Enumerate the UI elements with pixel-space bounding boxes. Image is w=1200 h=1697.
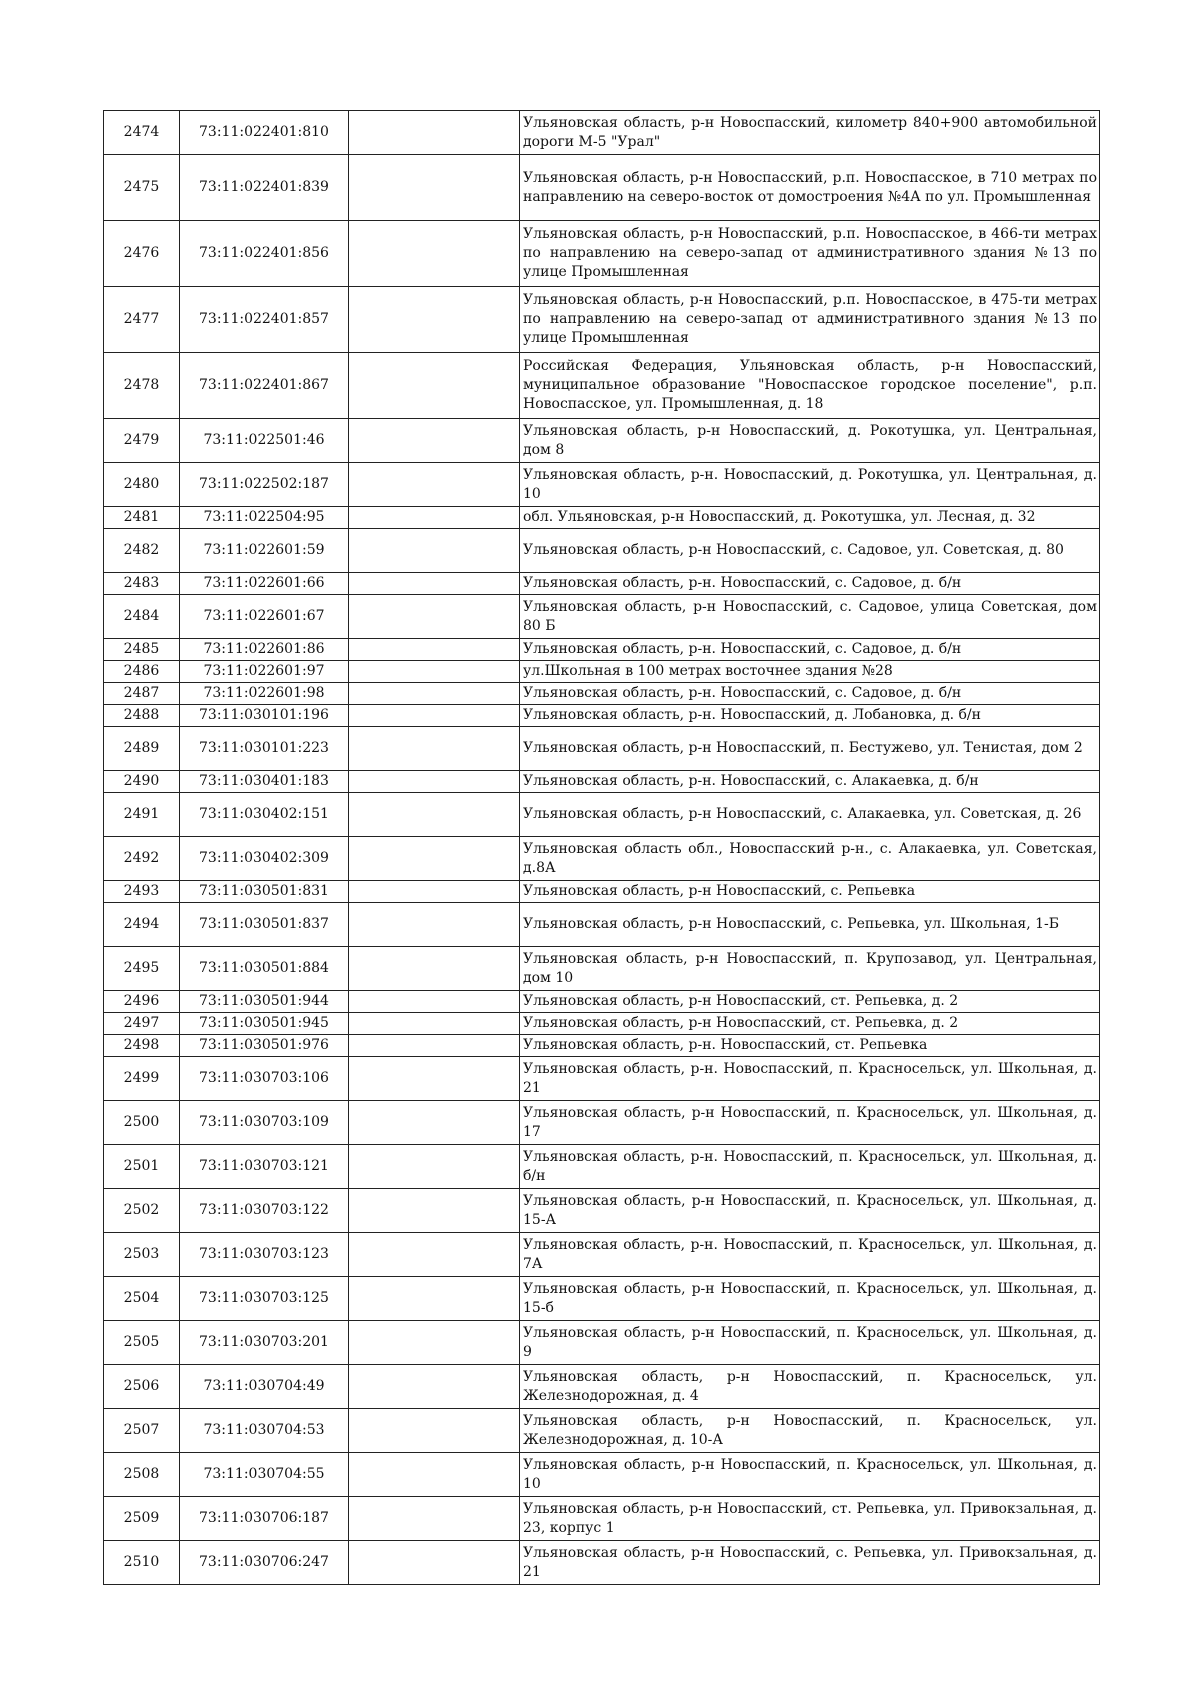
- note-cell: [349, 463, 520, 507]
- address-cell: Ульяновская область обл., Новоспасский р-н., с. Алакаевка, ул. Советская, д.8А: [520, 837, 1100, 881]
- note-cell: [349, 705, 520, 727]
- row-number-cell: 2483: [104, 573, 180, 595]
- table-row: [104, 1035, 1100, 1057]
- table-row: [104, 1277, 1100, 1321]
- note-cell: [349, 221, 520, 287]
- table-row: [104, 837, 1100, 881]
- address-cell: Ульяновская область, р-н Новоспасский, р.п. Новоспасское, в 466-ти метрах по направлению на северо-запад от административного здания №13 по улице Промышленная: [520, 221, 1100, 287]
- table-row: [104, 287, 1100, 353]
- cadastral-number-cell: 73:11:022601:59: [180, 529, 349, 573]
- row-number-cell: 2492: [104, 837, 180, 881]
- row-number-cell: 2477: [104, 287, 180, 353]
- table-row: [104, 419, 1100, 463]
- cadastral-number-cell: 73:11:022401:839: [180, 155, 349, 221]
- row-number-cell: 2485: [104, 639, 180, 661]
- table-row: [104, 705, 1100, 727]
- table-row: [104, 1409, 1100, 1453]
- note-cell: [349, 573, 520, 595]
- row-number-cell: 2480: [104, 463, 180, 507]
- note-cell: [349, 1189, 520, 1233]
- address-cell: Ульяновская область, р-н. Новоспасский, п. Красносельск, ул. Школьная, д. 7А: [520, 1233, 1100, 1277]
- table-row: [104, 1365, 1100, 1409]
- row-number-cell: 2504: [104, 1277, 180, 1321]
- cadastral-number-cell: 73:11:030703:201: [180, 1321, 349, 1365]
- cadastral-number-cell: 73:11:030101:223: [180, 727, 349, 771]
- cadastral-number-cell: 73:11:030402:151: [180, 793, 349, 837]
- cadastral-number-cell: 73:11:030704:53: [180, 1409, 349, 1453]
- table-row: [104, 573, 1100, 595]
- row-number-cell: 2489: [104, 727, 180, 771]
- cadastral-number-cell: 73:11:030401:183: [180, 771, 349, 793]
- table-row: [104, 1497, 1100, 1541]
- address-cell: Ульяновская область, р-н. Новоспасский, с. Садовое, д. б/н: [520, 639, 1100, 661]
- cadastral-number-cell: 73:11:022601:86: [180, 639, 349, 661]
- address-cell: Ульяновская область, р-н Новоспасский, п. Красносельск, ул. Школьная, д. 17: [520, 1101, 1100, 1145]
- table-row: [104, 661, 1100, 683]
- table-row: [104, 771, 1100, 793]
- note-cell: [349, 1277, 520, 1321]
- row-number-cell: 2507: [104, 1409, 180, 1453]
- cadastral-number-cell: 73:11:030703:109: [180, 1101, 349, 1145]
- row-number-cell: 2510: [104, 1541, 180, 1585]
- table-row: [104, 1057, 1100, 1101]
- table-row: [104, 1145, 1100, 1189]
- cadastral-number-cell: 73:11:022401:857: [180, 287, 349, 353]
- cadastral-number-cell: 73:11:030501:945: [180, 1013, 349, 1035]
- table-row: [104, 1321, 1100, 1365]
- cadastral-number-cell: 73:11:030501:837: [180, 903, 349, 947]
- table-row: [104, 595, 1100, 639]
- address-cell: Ульяновская область, р-н Новоспасский, ст. Репьевка, ул. Привокзальная, д. 23, корпус 1: [520, 1497, 1100, 1541]
- note-cell: [349, 661, 520, 683]
- cadastral-number-cell: 73:11:030703:122: [180, 1189, 349, 1233]
- cadastral-number-cell: 73:11:030703:106: [180, 1057, 349, 1101]
- cadastral-number-cell: 73:11:030703:121: [180, 1145, 349, 1189]
- address-cell: Ульяновская область, р-н Новоспасский, п. Крупозавод, ул. Центральная, дом 10: [520, 947, 1100, 991]
- row-number-cell: 2509: [104, 1497, 180, 1541]
- address-cell: Ульяновская область, р-н Новоспасский, ст. Репьевка, д. 2: [520, 991, 1100, 1013]
- row-number-cell: 2479: [104, 419, 180, 463]
- note-cell: [349, 1541, 520, 1585]
- row-number-cell: 2506: [104, 1365, 180, 1409]
- row-number-cell: 2484: [104, 595, 180, 639]
- cadastral-number-cell: 73:11:022502:187: [180, 463, 349, 507]
- address-cell: Ульяновская область, р-н Новоспасский, ст. Репьевка, д. 2: [520, 1013, 1100, 1035]
- cadastral-number-cell: 73:11:030402:309: [180, 837, 349, 881]
- note-cell: [349, 1057, 520, 1101]
- table-row: [104, 111, 1100, 155]
- cadastral-number-cell: 73:11:030501:831: [180, 881, 349, 903]
- table-row: [104, 529, 1100, 573]
- registry-table-body: [104, 111, 1100, 1585]
- address-cell: Ульяновская область, р-н Новоспасский, с. Репьевка, ул. Привокзальная, д. 21: [520, 1541, 1100, 1585]
- cadastral-number-cell: 73:11:022601:97: [180, 661, 349, 683]
- note-cell: [349, 639, 520, 661]
- note-cell: [349, 903, 520, 947]
- cadastral-number-cell: 73:11:022401:810: [180, 111, 349, 155]
- address-cell: Ульяновская область, р-н Новоспасский, с. Репьевка: [520, 881, 1100, 903]
- note-cell: [349, 419, 520, 463]
- row-number-cell: 2488: [104, 705, 180, 727]
- table-row: [104, 353, 1100, 419]
- note-cell: [349, 155, 520, 221]
- note-cell: [349, 1453, 520, 1497]
- note-cell: [349, 529, 520, 573]
- address-cell: Ульяновская область, р-н. Новоспасский, ст. Репьевка: [520, 1035, 1100, 1057]
- row-number-cell: 2494: [104, 903, 180, 947]
- cadastral-number-cell: 73:11:022504:95: [180, 507, 349, 529]
- row-number-cell: 2482: [104, 529, 180, 573]
- cadastral-number-cell: 73:11:030703:125: [180, 1277, 349, 1321]
- cadastral-number-cell: 73:11:022601:98: [180, 683, 349, 705]
- address-cell: Ульяновская область, р-н Новоспасский, с. Садовое, улица Советская, дом 80 Б: [520, 595, 1100, 639]
- address-cell: Ульяновская область, р-н Новоспасский, п. Красносельск, ул. Школьная, д. 10: [520, 1453, 1100, 1497]
- row-number-cell: 2496: [104, 991, 180, 1013]
- note-cell: [349, 1497, 520, 1541]
- note-cell: [349, 1365, 520, 1409]
- address-cell: Ульяновская область, р-н Новоспасский, п. Красносельск, ул. Школьная, д. 9: [520, 1321, 1100, 1365]
- row-number-cell: 2490: [104, 771, 180, 793]
- address-cell: Ульяновская область, р-н Новоспасский, р.п. Новоспасское, в 710 метрах по направлению на северо-восток от домостроения №4А по ул. Промышленная: [520, 155, 1100, 221]
- cadastral-number-cell: 73:11:030501:976: [180, 1035, 349, 1057]
- row-number-cell: 2493: [104, 881, 180, 903]
- note-cell: [349, 507, 520, 529]
- address-cell: Ульяновская область, р-н Новоспасский, километр 840+900 автомобильной дороги М-5 "Урал": [520, 111, 1100, 155]
- note-cell: [349, 1101, 520, 1145]
- address-cell: Ульяновская область, р-н. Новоспасский, п. Красносельск, ул. Школьная, д. б/н: [520, 1145, 1100, 1189]
- cadastral-number-cell: 73:11:030703:123: [180, 1233, 349, 1277]
- cadastral-number-cell: 73:11:030706:247: [180, 1541, 349, 1585]
- row-number-cell: 2499: [104, 1057, 180, 1101]
- address-cell: Ульяновская область, р-н. Новоспасский, с. Садовое, д. б/н: [520, 573, 1100, 595]
- row-number-cell: 2476: [104, 221, 180, 287]
- address-cell: Ульяновская область, р-н Новоспасский, р.п. Новоспасское, в 475-ти метрах по направлению на северо-запад от административного здания №13 по улице Промышленная: [520, 287, 1100, 353]
- cadastral-number-cell: 73:11:022401:867: [180, 353, 349, 419]
- address-cell: Ульяновская область, р-н Новоспасский, п. Красносельск, ул. Школьная, д. 15-б: [520, 1277, 1100, 1321]
- table-row: [104, 1453, 1100, 1497]
- row-number-cell: 2495: [104, 947, 180, 991]
- table-row: [104, 1013, 1100, 1035]
- row-number-cell: 2486: [104, 661, 180, 683]
- address-cell: ул.Школьная в 100 метрах восточнее здания №28: [520, 661, 1100, 683]
- table-row: [104, 727, 1100, 771]
- address-cell: Ульяновская область, р-н Новоспасский, с. Алакаевка, ул. Советская, д. 26: [520, 793, 1100, 837]
- cadastral-number-cell: 73:11:030101:196: [180, 705, 349, 727]
- row-number-cell: 2502: [104, 1189, 180, 1233]
- table-row: [104, 155, 1100, 221]
- table-row: [104, 881, 1100, 903]
- address-cell: Ульяновская область, р-н. Новоспасский, д. Лобановка, д. б/н: [520, 705, 1100, 727]
- cadastral-number-cell: 73:11:030501:944: [180, 991, 349, 1013]
- row-number-cell: 2505: [104, 1321, 180, 1365]
- row-number-cell: 2497: [104, 1013, 180, 1035]
- cadastral-number-cell: 73:11:022401:856: [180, 221, 349, 287]
- note-cell: [349, 1233, 520, 1277]
- note-cell: [349, 1321, 520, 1365]
- note-cell: [349, 683, 520, 705]
- table-row: [104, 903, 1100, 947]
- row-number-cell: 2500: [104, 1101, 180, 1145]
- row-number-cell: 2487: [104, 683, 180, 705]
- note-cell: [349, 881, 520, 903]
- table-row: [104, 221, 1100, 287]
- table-row: [104, 1101, 1100, 1145]
- address-cell: Ульяновская область, р-н. Новоспасский, п. Красносельск, ул. Школьная, д. 21: [520, 1057, 1100, 1101]
- cadastral-number-cell: 73:11:022601:66: [180, 573, 349, 595]
- address-cell: Ульяновская область, р-н. Новоспасский, с. Садовое, д. б/н: [520, 683, 1100, 705]
- note-cell: [349, 793, 520, 837]
- address-cell: обл. Ульяновская, р-н Новоспасский, д. Рокотушка, ул. Лесная, д. 32: [520, 507, 1100, 529]
- address-cell: Российская Федерация, Ульяновская область, р-н Новоспасский, муниципальное образование "Новоспасское городское поселение", р.п. Новоспасское, ул. Промышленная, д. 18: [520, 353, 1100, 419]
- table-row: [104, 991, 1100, 1013]
- note-cell: [349, 111, 520, 155]
- address-cell: Ульяновская область, р-н. Новоспасский, д. Рокотушка, ул. Центральная, д. 10: [520, 463, 1100, 507]
- row-number-cell: 2478: [104, 353, 180, 419]
- row-number-cell: 2501: [104, 1145, 180, 1189]
- cadastral-number-cell: 73:11:030704:55: [180, 1453, 349, 1497]
- row-number-cell: 2498: [104, 1035, 180, 1057]
- registry-table: [103, 110, 1100, 1585]
- cadastral-number-cell: 73:11:030704:49: [180, 1365, 349, 1409]
- note-cell: [349, 1013, 520, 1035]
- address-cell: Ульяновская область, р-н. Новоспасский, с. Алакаевка, д. б/н: [520, 771, 1100, 793]
- cadastral-number-cell: 73:11:030706:187: [180, 1497, 349, 1541]
- address-cell: Ульяновская область, р-н Новоспасский, с. Садовое, ул. Советская, д. 80: [520, 529, 1100, 573]
- address-cell: Ульяновская область, р-н Новоспасский, с. Репьевка, ул. Школьная, 1-Б: [520, 903, 1100, 947]
- row-number-cell: 2503: [104, 1233, 180, 1277]
- cadastral-number-cell: 73:11:030501:884: [180, 947, 349, 991]
- cadastral-number-cell: 73:11:022501:46: [180, 419, 349, 463]
- note-cell: [349, 1145, 520, 1189]
- note-cell: [349, 353, 520, 419]
- table-row: [104, 683, 1100, 705]
- row-number-cell: 2481: [104, 507, 180, 529]
- address-cell: Ульяновская область, р-н Новоспасский, п. Красносельск, ул. Школьная, д. 15-А: [520, 1189, 1100, 1233]
- table-row: [104, 507, 1100, 529]
- note-cell: [349, 595, 520, 639]
- cadastral-number-cell: 73:11:022601:67: [180, 595, 349, 639]
- row-number-cell: 2474: [104, 111, 180, 155]
- row-number-cell: 2508: [104, 1453, 180, 1497]
- note-cell: [349, 771, 520, 793]
- table-row: [104, 639, 1100, 661]
- note-cell: [349, 1409, 520, 1453]
- table-row: [104, 1233, 1100, 1277]
- row-number-cell: 2491: [104, 793, 180, 837]
- row-number-cell: 2475: [104, 155, 180, 221]
- address-cell: Ульяновская область, р-н Новоспасский, п. Бестужево, ул. Тенистая, дом 2: [520, 727, 1100, 771]
- address-cell: Ульяновская область, р-н Новоспасский, п. Красносельск, ул. Железнодорожная, д. 10-А: [520, 1409, 1100, 1453]
- note-cell: [349, 947, 520, 991]
- note-cell: [349, 1035, 520, 1057]
- note-cell: [349, 287, 520, 353]
- address-cell: Ульяновская область, р-н Новоспасский, п. Красносельск, ул. Железнодорожная, д. 4: [520, 1365, 1100, 1409]
- note-cell: [349, 991, 520, 1013]
- table-row: [104, 463, 1100, 507]
- table-row: [104, 1541, 1100, 1585]
- table-row: [104, 793, 1100, 837]
- table-row: [104, 947, 1100, 991]
- address-cell: Ульяновская область, р-н Новоспасский, д. Рокотушка, ул. Центральная, дом 8: [520, 419, 1100, 463]
- note-cell: [349, 837, 520, 881]
- note-cell: [349, 727, 520, 771]
- table-row: [104, 1189, 1100, 1233]
